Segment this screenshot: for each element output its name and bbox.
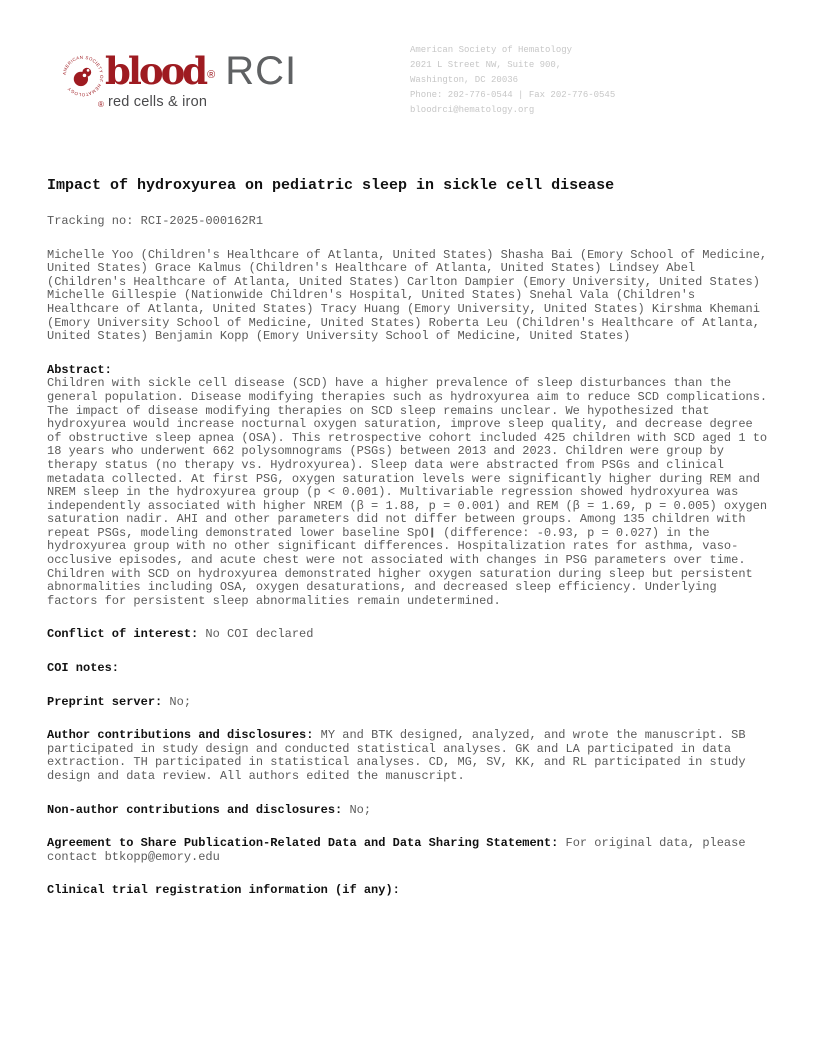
seal-text: AMERICAN SOCIETY OF HEMATOLOGY (62, 55, 104, 97)
wordmark-blood: blood (105, 49, 206, 93)
tracking-number: Tracking no: RCI-2025-000162R1 (47, 214, 264, 228)
section-body: For original data, please contact btkopp@emory.edu (47, 836, 746, 864)
section-author-contributions (47, 729, 774, 783)
section-body: No; (342, 802, 372, 817)
contact-line: Phone: 202-776-0544 | Fax 202-776-0545 (410, 90, 616, 100)
section-body: MY and BTK designed, analyzed, and wrote the manuscript. SB participated in study design and conducted statistical analyses. GK and LA participated in data extraction. TH participated in statistical analyses. CD, MG, SV, KK, and RL participated in study design and data review. All authors edited the manuscript. (47, 728, 746, 783)
section-preprint-server (47, 696, 774, 710)
section-body: Children with sickle cell disease (SCD) have a higher prevalence of sleep disturbances than the general population. Disease modifying therapies such as hydroxyurea aim to reduce SCD complications. The impact of disease modifying therapies on SCD sleep remains unclear. We hypothesized that hydroxyurea would increase nocturnal oxygen saturation, improve sleep quality, and decrease degree of obstructive sleep apnea (OSA). This retrospective cohort included 425 children with SCD aged 1 to 18 years who underwent 662 polysomnograms (PSGs) between 2013 and 2023. Children were group by therapy status (no therapy vs. Hydroxyurea). Sleep data were abstracted from PSGs and clinical metadata collected. At first PSG, oxygen saturation levels were significantly higher during REM and NREM sleep in the hydroxyurea group (p < 0.001). Multivariable regression showed hydroxyurea was independently associated with higher NREM (β = 1.88, p = 0.001) and REM (β = 1.69, p = 0.005) oxygen saturation nadir. AHI and other parameters did not differ between groups. Among 135 children with repeat PSGs, modeling demonstrated lower baseline SpO❙ (difference: -0.93, p = 0.027) in the hydroxyurea group with no other significant differences. Hospitalization rates for asthma, vaso-occlusive episodes, and acute chest were not associated with changes in PSG parameters over time. Children with SCD on hydroxyurea demonstrated higher oxygen saturation during sleep but persistent abnormalities including OSA, oxygen desaturations, and decreased sleep efficiency. Underlying factors for persistent sleep abnormalities remain undetermined. (47, 376, 768, 608)
contact-line: bloodrci@hematology.org (410, 105, 535, 115)
section-label: Abstract: (47, 362, 112, 377)
journal-logo (60, 49, 390, 122)
wordmark-rci: RCI (225, 49, 298, 93)
contact-line: American Society of Hematology (410, 45, 573, 55)
journal-tagline: red cells & iron (108, 94, 208, 110)
publisher-contact-block (410, 43, 615, 118)
section-non-author-contributions (47, 804, 774, 818)
section-clinical-trial-registration (47, 884, 774, 898)
section-abstract (47, 364, 774, 609)
seal-registered-mark: ® (98, 100, 104, 109)
journal-wordmark (105, 49, 297, 94)
section-label: Non-author contributions and disclosures: (47, 802, 343, 817)
section-label: Clinical trial registration information (if any): (47, 883, 400, 898)
section-label: Preprint server: (47, 694, 163, 709)
section-body: No COI declared (198, 627, 314, 642)
section-label: COI notes: (47, 661, 120, 676)
wordmark-registered-mark: ® (207, 68, 216, 81)
contact-line: Washington, DC 20036 (410, 75, 519, 85)
section-conflict-of-interest (47, 628, 774, 642)
author-list: Michelle Yoo (Children's Healthcare of Atlanta, United States) Shasha Bai (Emory School of Medicine, United States) Grace Kalmus (Children's Healthcare of Atlanta, United States) Lindsey Abel (Children's Healthcare of Atlanta, United States) Carlton Dampier (Emory University, United States) Michelle Gillespie (Nationwide Children's Hospital, United States) Snehal Vala (Children's Healthcare of Atlanta, United States) Tracy Huang (Emory University, United States) Kirshma Khemani (Emory University School of Medicine, United States) Roberta Leu (Children's Healthcare of Atlanta, United States) Benjamin Kopp (Emory University School of Medicine, United States) (47, 247, 768, 344)
section-coi-notes (47, 662, 774, 676)
section-data-sharing-agreement (47, 837, 774, 864)
section-body: No; (162, 694, 192, 709)
contact-line: 2021 L Street NW, Suite 900, (410, 60, 562, 70)
manuscript-title: Impact of hydroxyurea on pediatric sleep in sickle cell disease (47, 177, 615, 194)
section-label: Conflict of interest: (47, 627, 199, 642)
section-label: Author contributions and disclosures: (47, 728, 314, 743)
section-label: Agreement to Share Publication-Related Data and Data Sharing Statement: (47, 836, 559, 851)
ash-seal-icon (62, 55, 104, 97)
sections (47, 364, 774, 898)
manuscript-body (47, 177, 774, 918)
